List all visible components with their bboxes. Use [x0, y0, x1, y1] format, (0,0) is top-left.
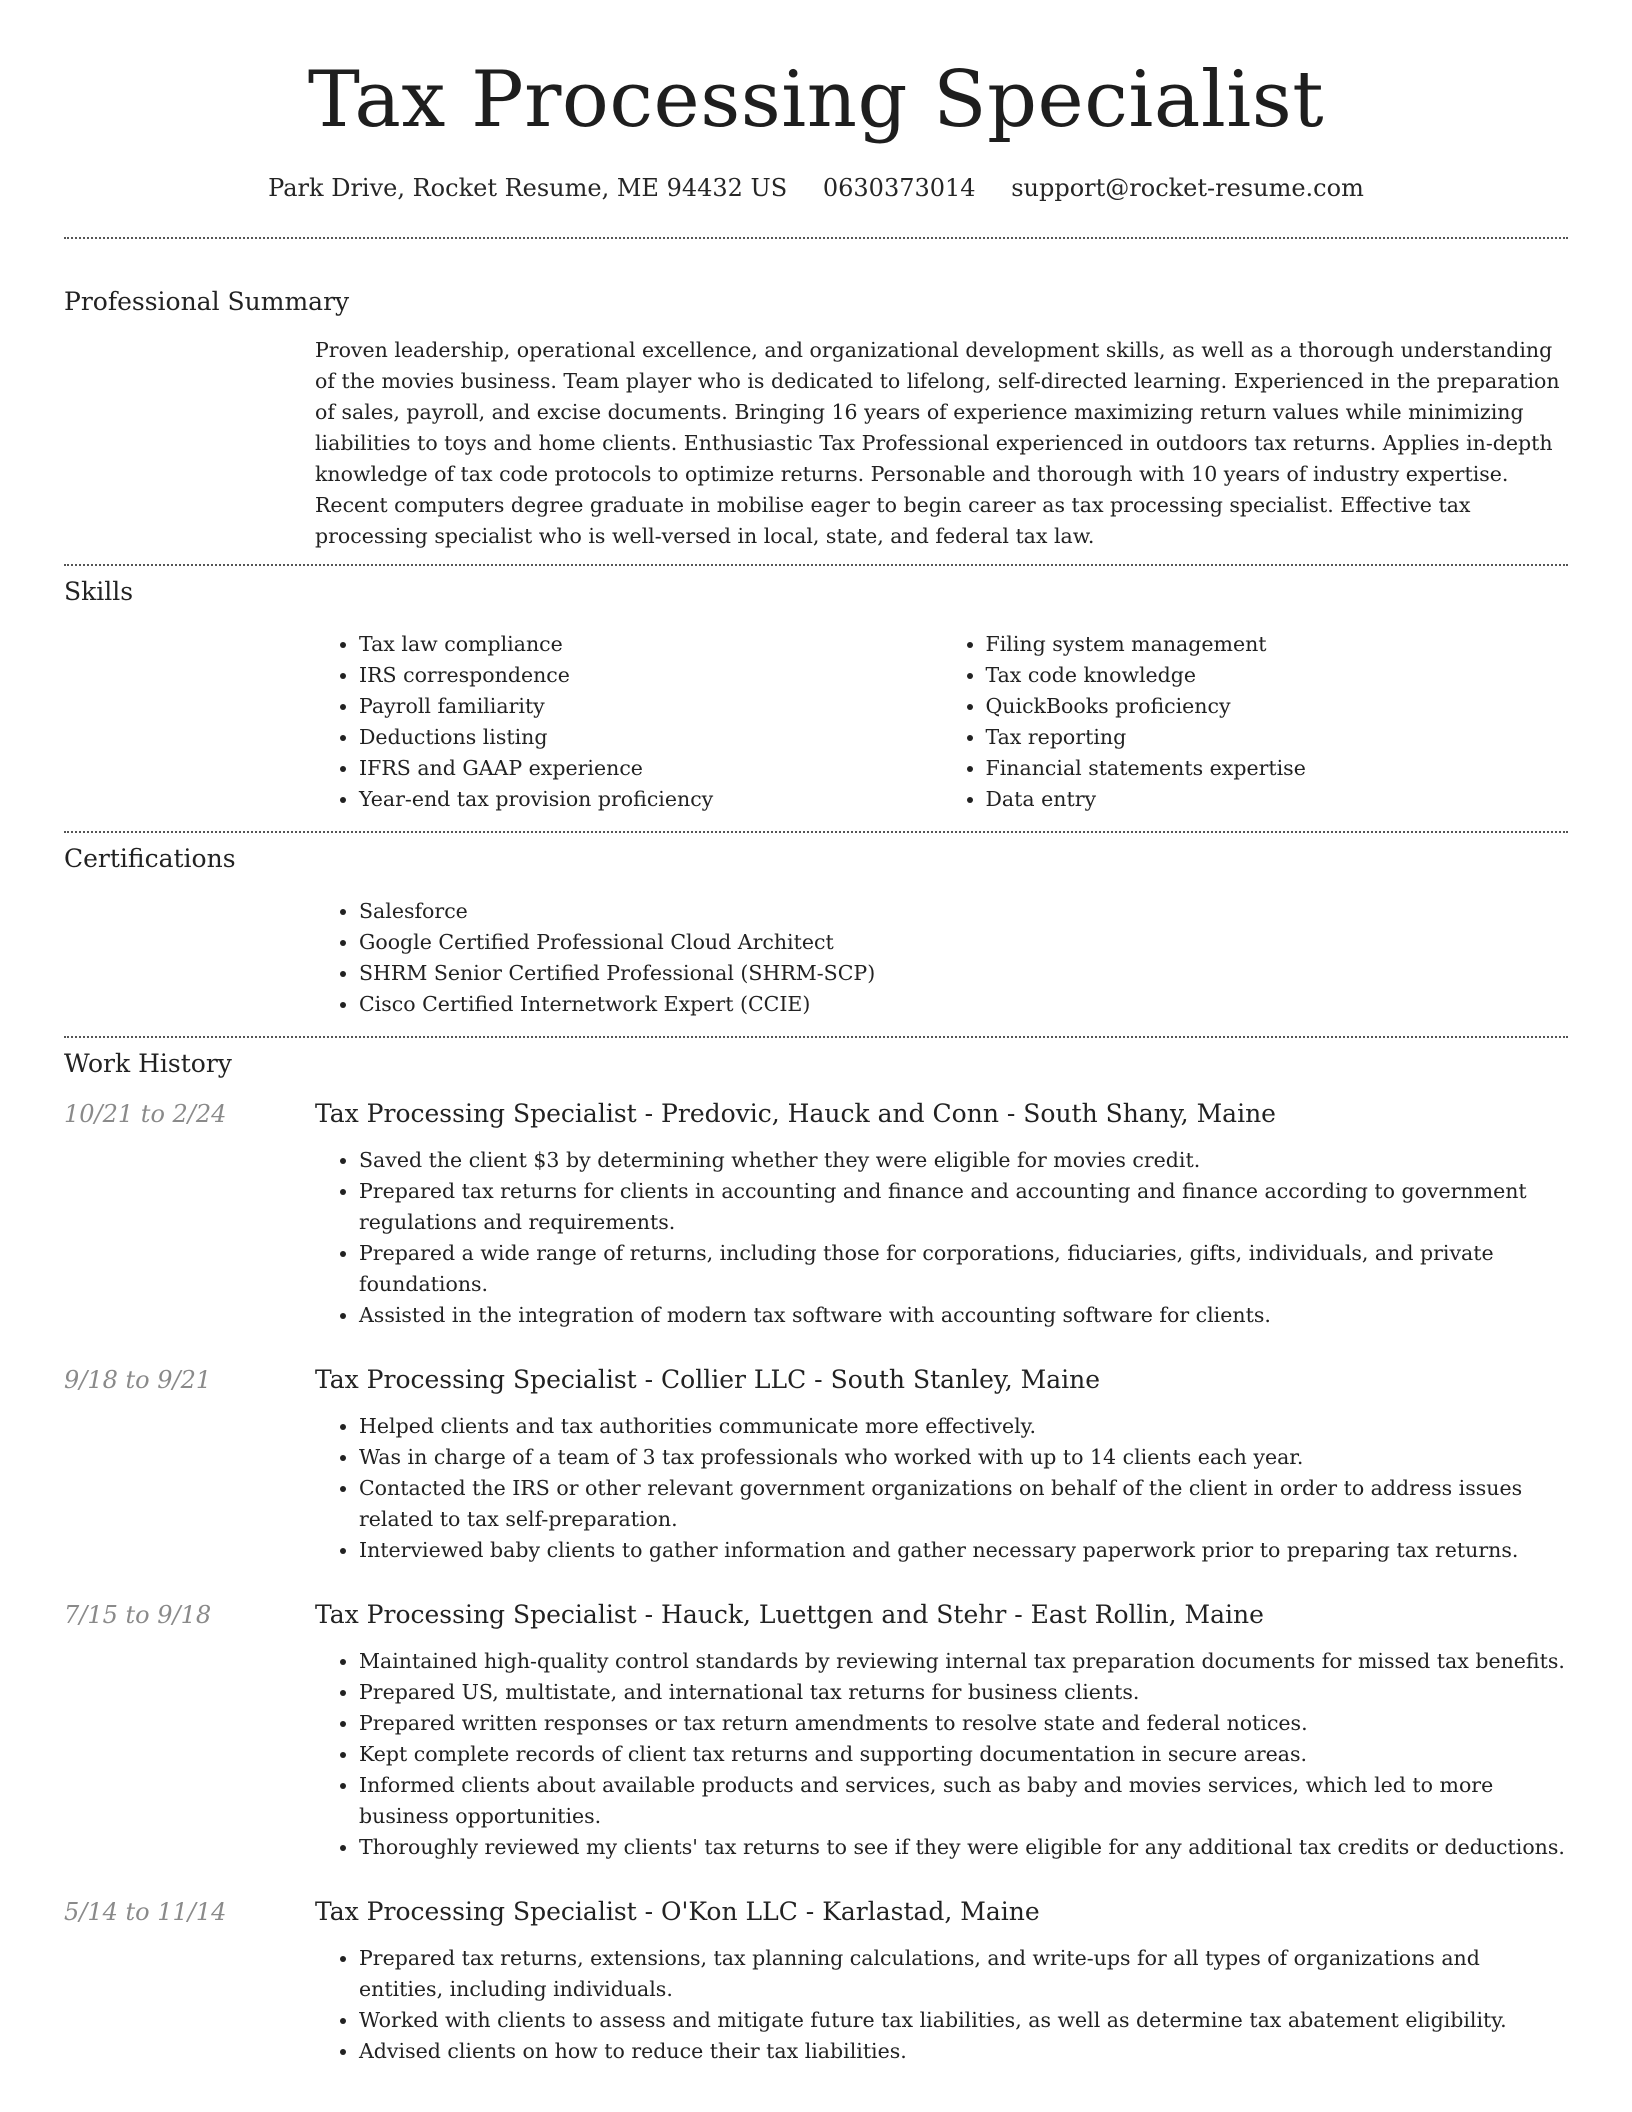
job-bullet: • Was in charge of a team of 3 tax professionals who worked with up to 14 clients each year.: [359, 1442, 1568, 1473]
certifications-list: [315, 896, 1568, 1020]
section-title-skills: Skills: [64, 577, 134, 606]
skill-item: • Data entry: [986, 784, 1569, 815]
skills-list-left: [315, 629, 942, 815]
skill-item: • Financial statements expertise: [986, 753, 1569, 784]
job-dates: 9/18 to 9/21: [64, 1366, 212, 1394]
certification-item: • Salesforce: [359, 896, 1568, 927]
job-bullet: • Saved the client $3 by determining whether they were eligible for movies credit.: [359, 1145, 1568, 1176]
resume-page: [64, 0, 1568, 2067]
skills-list-right: [942, 629, 1569, 815]
section-title-summary: Professional Summary: [64, 287, 350, 316]
job-header: [64, 1897, 1568, 1937]
summary-text: Proven leadership, operational excellence, and organizational development skills, as well as a thorough understanding of the movies business. Team player who is dedicated to lifelong, self-directed learning. Experienced in the preparation of sales, payroll, and excise documents. Bringing 16 years of experience maximizing return values while minimizing liabilities to toys and home clients. Enthusiastic Tax Professional experienced in outdoors tax returns. Applies in-depth knowledge of tax code protocols to optimize returns. Personable and thorough with 10 years of industry expertise. Recent computers degree graduate in mobilise eager to begin career as tax processing specialist. Effective tax processing specialist who is well-versed in local, state, and federal tax law.: [315, 338, 1560, 548]
job-details: [315, 1943, 1568, 2067]
certification-item: • SHRM Senior Certified Professional (SHRM-SCP): [359, 958, 1568, 989]
job-bullet: • Kept complete records of client tax returns and supporting documentation in secure areas.: [359, 1739, 1568, 1770]
job-dates: 7/15 to 9/18: [64, 1601, 212, 1629]
job-bullet: • Worked with clients to assess and mitigate future tax liabilities, as well as determine tax abatement eligibility.: [359, 2005, 1568, 2036]
certifications-content: [315, 896, 1568, 1020]
job-bullet: • Prepared tax returns for clients in accounting and finance and accounting and finance according to government regulations and requirements.: [359, 1176, 1568, 1238]
job-entry: [64, 1365, 1568, 1566]
job-bullet: • Advised clients on how to reduce their tax liabilities.: [359, 2036, 1568, 2067]
skill-item: • Tax reporting: [986, 722, 1569, 753]
contact-phone: 0630373014: [822, 174, 976, 202]
job-bullet: • Prepared tax returns, extensions, tax planning calculations, and write-ups for all types of organizations and entities, including individuals.: [359, 1943, 1568, 2005]
section-title-certifications: Certifications: [64, 844, 236, 873]
certification-item: • Cisco Certified Internetwork Expert (CCIE): [359, 989, 1568, 1020]
job-header: [64, 1600, 1568, 1640]
contact-address: Park Drive, Rocket Resume, ME 94432 US: [268, 174, 788, 202]
job-bullet: • Prepared US, multistate, and international tax returns for business clients.: [359, 1677, 1568, 1708]
job-bullet: • Interviewed baby clients to gather information and gather necessary paperwork prior to preparing tax returns.: [359, 1535, 1568, 1566]
contact-line: [64, 172, 1568, 204]
job-title: Tax Processing Specialist - O'Kon LLC - Karlastad, Maine: [315, 1897, 1040, 1926]
job-entry: [64, 1897, 1568, 2067]
skill-item: • Payroll familiarity: [359, 691, 942, 722]
certifications-section: [64, 833, 1568, 1020]
skill-item: • QuickBooks proficiency: [986, 691, 1569, 722]
job-title: Tax Processing Specialist - Hauck, Luettgen and Stehr - East Rollin, Maine: [315, 1600, 1264, 1629]
job-title: Tax Processing Specialist - Predovic, Hauck and Conn - South Shany, Maine: [315, 1099, 1276, 1128]
job-bullet: • Informed clients about available products and services, such as baby and movies services, which led to more business opportunities.: [359, 1770, 1568, 1832]
job-bullets: [315, 1145, 1568, 1331]
job-details: [315, 1646, 1568, 1863]
resume-name-heading: Tax Processing Specialist: [307, 55, 1325, 145]
skill-item: • Deductions listing: [359, 722, 942, 753]
job-details: [315, 1411, 1568, 1566]
job-dates: 5/14 to 11/14: [64, 1898, 227, 1926]
work-history-section: [64, 1038, 1568, 2067]
job-bullet: • Assisted in the integration of modern tax software with accounting software for clients.: [359, 1300, 1568, 1331]
skills-grid: [315, 629, 1568, 815]
job-entry: [64, 1600, 1568, 1863]
job-header: [64, 1099, 1568, 1139]
job-dates: 10/21 to 2/24: [64, 1100, 227, 1128]
job-bullets: [315, 1646, 1568, 1863]
job-bullets: [315, 1411, 1568, 1566]
job-bullet: • Contacted the IRS or other relevant government organizations on behalf of the client in order to address issues related to tax self-preparation.: [359, 1473, 1568, 1535]
job-title: Tax Processing Specialist - Collier LLC - South Stanley, Maine: [315, 1365, 1101, 1394]
skill-item: • Tax law compliance: [359, 629, 942, 660]
job-bullet: • Maintained high-quality control standards by reviewing internal tax preparation documents for missed tax benefits.: [359, 1646, 1568, 1677]
job-entry: [64, 1099, 1568, 1331]
skills-section: [64, 566, 1568, 815]
skill-item: • IFRS and GAAP experience: [359, 753, 942, 784]
job-bullet: • Thoroughly reviewed my clients' tax returns to see if they were eligible for any additional tax credits or deductions.: [359, 1832, 1568, 1863]
certification-item: • Google Certified Professional Cloud Architect: [359, 927, 1568, 958]
skill-item: • Year-end tax provision proficiency: [359, 784, 942, 815]
job-header: [64, 1365, 1568, 1405]
job-bullets: [315, 1943, 1568, 2067]
professional-summary-section: [64, 239, 1568, 552]
section-title-work-history: Work History: [64, 1049, 232, 1078]
skill-item: • IRS correspondence: [359, 660, 942, 691]
contact-email[interactable]: support@rocket-resume.com: [1011, 174, 1364, 202]
job-bullet: • Helped clients and tax authorities communicate more effectively.: [359, 1411, 1568, 1442]
skill-item: • Tax code knowledge: [986, 660, 1569, 691]
job-bullet: • Prepared written responses or tax return amendments to resolve state and federal notices.: [359, 1708, 1568, 1739]
skill-item: • Filing system management: [986, 629, 1569, 660]
job-bullet: • Prepared a wide range of returns, including those for corporations, fiduciaries, gifts, individuals, and private foundations.: [359, 1238, 1568, 1300]
job-details: [315, 1145, 1568, 1331]
